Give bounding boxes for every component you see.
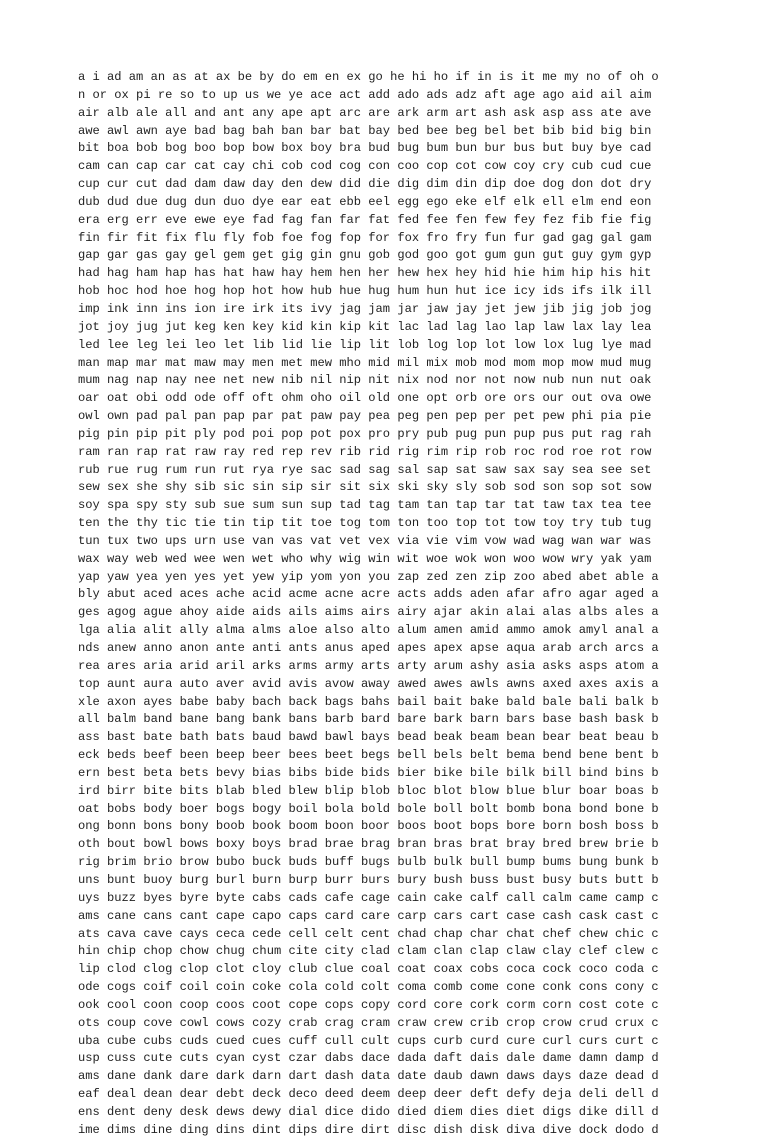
- word-list-line: sew sex she shy sib sic sin sip sir sit six ski sky sly sob sod son sop sot sow: [78, 480, 652, 495]
- word-list-line: ook cool coon coop coos coot cope cops copy cord core cork corm corn cost cote c: [78, 997, 659, 1012]
- word-list-line: owl own pad pal pan pap par pat paw pay pea peg pen pep per pet pew phi pia pie: [78, 409, 652, 424]
- word-list-line: uba cube cubs cuds cued cues cuff cull cult cups curb curd cure curl curs curt c: [78, 1033, 659, 1048]
- word-list-line: ode cogs coif coil coin coke cola cold colt coma comb come cone conk cons cony c: [78, 980, 659, 995]
- word-list-line: fin fir fit fix flu fly fob foe fog fop for fox fro fry fun fur gad gag gal gam: [78, 230, 652, 245]
- word-list-line: ern best beta bets bevy bias bibs bide bids bier bike bile bilk bill bind bins b: [78, 765, 659, 780]
- word-list-line: wax way web wed wee wen wet who why wig win wit woe wok won woo wow wry yak yam: [78, 551, 652, 566]
- word-list-line: top aunt aura auto aver avid avis avow away awed awes awls awns axed axes axis a: [78, 676, 659, 691]
- word-list-line: jot joy jug jut keg ken key kid kin kip kit lac lad lag lao lap law lax lay lea: [78, 319, 652, 334]
- word-list-line: yap yaw yea yen yes yet yew yip yom yon you zap zed zen zip zoo abed abet able a: [78, 569, 659, 584]
- word-list-line: mum nag nap nay nee net new nib nil nip nit nix nod nor not now nub nun nut oak: [78, 373, 652, 388]
- word-list-line: ens dent deny desk dews dewy dial dice dido died diem dies diet digs dike dill d: [78, 1104, 659, 1119]
- word-list-line: air alb ale all and ant any ape apt arc are ark arm art ash ask asp ass ate ave: [78, 105, 652, 120]
- word-list-line: lip clod clog clop clot cloy club clue coal coat coax cobs coca cock coco coda c: [78, 962, 659, 977]
- word-list-line: era erg err eve ewe eye fad fag fan far fat fed fee fen few fey fez fib fie fig: [78, 212, 652, 227]
- word-list-line: awe awl awn aye bad bag bah ban bar bat bay bed bee beg bel bet bib bid big bin: [78, 123, 652, 138]
- word-list-line: oth bout bowl bows boxy boys brad brae brag bran bras brat bray bred brew brie b: [78, 837, 659, 852]
- word-list-line: ass bast bate bath bats baud bawd bawl bays bead beak beam bean bear beat beau b: [78, 730, 659, 745]
- word-list-line: oat bobs body boer bogs bogy boil bola bold bole boll bolt bomb bona bond bone b: [78, 801, 659, 816]
- word-list-line: pig pin pip pit ply pod poi pop pot pox pro pry pub pug pun pup pus put rag rah: [78, 426, 652, 441]
- word-list-line: ten the thy tic tie tin tip tit toe tog tom ton too top tot tow toy try tub tug: [78, 516, 652, 531]
- word-list-line: ats cava cave cays ceca cede cell celt cent chad chap char chat chef chew chic c: [78, 926, 659, 941]
- word-list-line: cup cur cut dad dam daw day den dew did die dig dim din dip doe dog don dot dry: [78, 177, 652, 192]
- word-list-line: xle axon ayes babe baby bach back bags bahs bail bait bake bald bale bali balk b: [78, 694, 659, 709]
- word-list-line: oar oat obi odd ode off oft ohm oho oil old one opt orb ore ors our out ova owe: [78, 391, 652, 406]
- word-list-line: eaf deal dean dear debt deck deco deed deem deep deer deft defy deja deli dell d: [78, 1087, 659, 1102]
- word-list-line: man map mar mat maw may men met mew mho mid mil mix mob mod mom mop mow mud mug: [78, 355, 652, 370]
- word-list-line: rig brim brio brow bubo buck buds buff bugs bulb bulk bull bump bums bung bunk b: [78, 855, 659, 870]
- word-list-line: had hag ham hap has hat haw hay hem hen her hew hex hey hid hie him hip his hit: [78, 266, 652, 281]
- word-list-line: ong bonn bons bony boob book boom boon boor boos boot bops bore born bosh boss b: [78, 819, 659, 834]
- word-list-line: rea ares aria arid aril arks arms army arts arty arum ashy asia asks asps atom a: [78, 658, 659, 673]
- word-list-line: bit boa bob bog boo bop bow box boy bra bud bug bum bun bur bus but buy bye cad: [78, 141, 652, 156]
- word-list-line: usp cuss cute cuts cyan cyst czar dabs dace dada daft dais dale dame damn damp d: [78, 1051, 659, 1066]
- word-list-line: eck beds beef been beep beer bees beet begs bell bels belt bema bend bene bent b: [78, 748, 659, 763]
- word-list-line: bly abut aced aces ache acid acme acne acre acts adds aden afar afro agar aged a: [78, 587, 659, 602]
- word-list-line: n or ox pi re so to up us we ye ace act add ado ads adz aft age ago aid ail aim: [78, 87, 652, 102]
- word-list-line: lga alia alit ally alma alms aloe also alto alum amen amid ammo amok amyl anal a: [78, 623, 659, 638]
- word-list-line: imp ink inn ins ion ire irk its ivy jag jam jar jaw jay jet jew jib jig job jog: [78, 301, 652, 316]
- word-list-line: soy spa spy sty sub sue sum sun sup tad tag tam tan tap tar tat taw tax tea tee: [78, 498, 652, 513]
- word-list-line: ime dims dine ding dins dint dips dire dirt disc dish disk diva dive dock dodo d: [78, 1122, 659, 1137]
- word-list-line: dub dud due dug dun duo dye ear eat ebb eel egg ego eke elf elk ell elm end eon: [78, 194, 652, 209]
- word-list-line: ram ran rap rat raw ray red rep rev rib rid rig rim rip rob roc rod roe rot row: [78, 444, 652, 459]
- word-list-line: uns bunt buoy burg burl burn burp burr burs bury bush buss bust busy buts butt b: [78, 872, 659, 887]
- word-list-line: rub rue rug rum run rut rya rye sac sad sag sal sap sat saw sax say sea see set: [78, 462, 652, 477]
- word-list-line: ird birr bite bits blab bled blew blip blob bloc blot blow blue blur boar boas b: [78, 783, 659, 798]
- word-list-line: led lee leg lei leo let lib lid lie lip lit lob log lop lot low lox lug lye mad: [78, 337, 652, 352]
- word-list-line: gap gar gas gay gel gem get gig gin gnu gob god goo got gum gun gut guy gym gyp: [78, 248, 652, 263]
- word-list-line: uys buzz byes byre byte cabs cads cafe cage cain cake calf call calm came camp c: [78, 890, 659, 905]
- word-list-line: all balm band bane bang bank bans barb bard bare bark barn bars base bash bask b: [78, 712, 659, 727]
- word-list-line: a i ad am an as at ax be by do em en ex go he hi ho if in is it me my no of oh o: [78, 70, 659, 84]
- word-list-line: hob hoc hod hoe hog hop hot how hub hue hug hum hun hut ice icy ids ifs ilk ill: [78, 284, 652, 299]
- word-list-line: hin chip chop chow chug chum cite city clad clam clan clap claw clay clef clew c: [78, 944, 659, 959]
- word-list-line: ots coup cove cowl cows cozy crab crag cram craw crew crib crop crow crud crux c: [78, 1015, 659, 1030]
- word-list-line: ges agog ague ahoy aide aids ails aims airs airy ajar akin alai alas albs ales a: [78, 605, 659, 620]
- word-list-line: cam can cap car cat cay chi cob cod cog con coo cop cot cow coy cry cub cud cue: [78, 159, 652, 174]
- word-list-line: ams dane dank dare dark darn dart dash data date daub dawn daws days daze dead d: [78, 1069, 659, 1084]
- word-list-text-block: [78, 69, 768, 1140]
- word-list-line: ams cane cans cant cape capo caps card care carp cars cart case cash cask cast c: [78, 908, 659, 923]
- word-list-line: nds anew anno anon ante anti ants anus aped apes apex apse aqua arab arch arcs a: [78, 641, 659, 655]
- word-list-line: tun tux two ups urn use van vas vat vet vex via vie vim vow wad wag wan war was: [78, 533, 652, 548]
